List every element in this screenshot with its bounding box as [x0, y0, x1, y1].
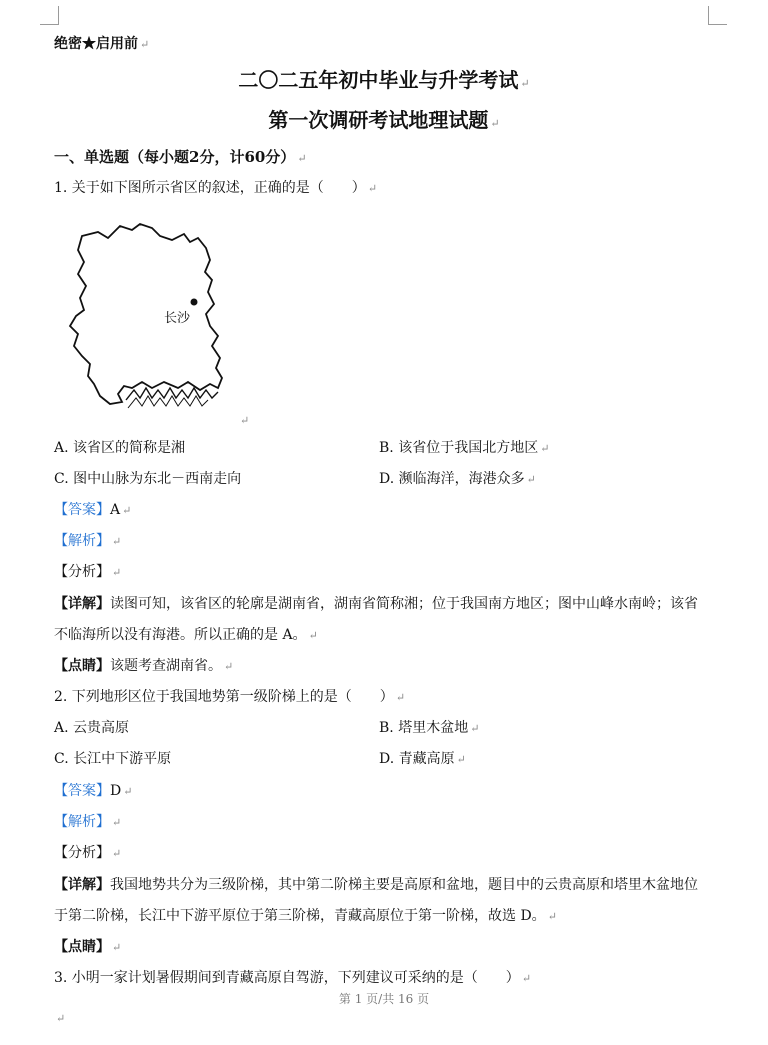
analysis-tag: 【解析】	[54, 814, 110, 830]
paragraph-mark: ↵	[224, 660, 234, 673]
q2-option-d	[379, 749, 466, 770]
title-line-1: 二〇二五年初中毕业与升学考试	[238, 68, 519, 92]
paragraph-mark: ↵	[540, 442, 550, 455]
q1-option-d	[379, 469, 536, 490]
page-footer	[0, 990, 768, 1007]
paragraph-mark: ↵	[112, 941, 122, 954]
province-outline	[70, 224, 222, 404]
title-line-2: 第一次调研考试地理试题	[268, 108, 489, 132]
option-b-text: B. 该省位于我国北方地区	[379, 440, 539, 456]
paragraph-mark: ↵	[112, 816, 122, 829]
question-1-stem	[54, 178, 377, 199]
option-d-text: D. 青藏高原	[379, 751, 455, 767]
detail-tag: 【详解】	[54, 877, 110, 893]
q1-dianjing	[54, 656, 233, 677]
page-subtitle	[0, 106, 768, 138]
answer-tag: 【答案】	[54, 783, 110, 799]
paragraph-mark: ↵	[395, 691, 406, 704]
secret-text: 绝密★启用前	[54, 36, 138, 52]
margin-corner-top-left	[40, 6, 59, 25]
paragraph-mark: ↵	[520, 77, 530, 90]
answer-value: D	[110, 783, 122, 799]
option-d-text: D. 濒临海洋，海港众多	[379, 471, 525, 487]
paragraph-mark: ↵	[521, 972, 532, 985]
page-number: 第 1 页/共 16 页	[338, 992, 430, 1006]
paragraph-mark: ↵	[240, 414, 250, 427]
analysis-tag: 【解析】	[54, 533, 110, 549]
fenxi-tag: 【分析】	[54, 845, 110, 861]
paragraph-mark: ↵	[56, 1012, 66, 1025]
q1-detail-line-1	[54, 594, 698, 614]
q1-answer	[54, 500, 131, 521]
q2-option-a	[54, 718, 129, 738]
q2-analysis	[54, 812, 121, 833]
changsha-label: 长沙	[164, 311, 191, 326]
page-title	[0, 66, 768, 98]
margin-corner-top-right	[708, 6, 727, 25]
answer-tag: 【答案】	[54, 502, 110, 518]
fenxi-tag: 【分析】	[54, 564, 110, 580]
paragraph-mark: ↵	[140, 38, 150, 51]
dianjing-text: 该题考查湖南省。	[110, 658, 222, 674]
paragraph-mark: ↵	[470, 722, 480, 735]
answer-value: A	[110, 502, 121, 518]
question-3-stem	[54, 968, 531, 989]
paragraph-mark: ↵	[112, 535, 122, 548]
dianjing-tag: 【点睛】	[54, 658, 110, 674]
paragraph-mark: ↵	[123, 785, 133, 798]
paragraph-mark: ↵	[547, 910, 557, 923]
mountain-range-symbol	[126, 388, 218, 400]
option-b-text: B. 塔里木盆地	[379, 720, 469, 736]
secret-label	[54, 34, 149, 55]
option-c-text: C. 长江中下游平原	[54, 751, 172, 767]
dianjing-tag: 【点睛】	[54, 939, 110, 955]
paragraph-mark: ↵	[456, 753, 466, 766]
paragraph-mark: ↵	[367, 182, 378, 195]
option-a-text: A. 云贵高原	[54, 720, 130, 736]
paragraph-mark: ↵	[490, 117, 500, 130]
detail-text: 读图可知，该省区的轮廓是湖南省，湖南省简称湘；位于我国南方地区；图中山峰水南岭；该省	[110, 596, 698, 612]
q2-detail-line-2	[54, 906, 557, 927]
paragraph-mark: ↵	[112, 566, 122, 579]
q1-option-c	[54, 469, 241, 489]
option-c-text: C. 图中山脉为东北－西南走向	[54, 471, 242, 487]
detail-text: 我国地势共分为三级阶梯，其中第二阶梯主要是高原和盆地，题目中的云贵高原和塔里木盆地位	[110, 877, 698, 893]
q2-answer	[54, 781, 132, 802]
changsha-dot	[191, 299, 198, 306]
q2-dianjing	[54, 937, 121, 958]
detail-tag: 【详解】	[54, 596, 110, 612]
section-text: 一、单选题（每小题2分，计60分）	[54, 148, 296, 166]
q1-option-a	[54, 438, 185, 458]
q2-option-b	[379, 718, 479, 739]
q1-detail-line-2	[54, 625, 318, 646]
end-paragraph-mark	[54, 1008, 65, 1029]
paragraph-mark: ↵	[297, 152, 307, 165]
q2-fenxi	[54, 843, 121, 864]
q1-option-b	[379, 438, 549, 459]
question-2-text: 2. 下列地形区位于我国地势第一级阶梯上的是（ ）	[54, 689, 394, 705]
map-paragraph-mark	[238, 410, 249, 431]
paragraph-mark: ↵	[112, 847, 122, 860]
q2-detail-line-1	[54, 875, 698, 895]
question-2-stem	[54, 687, 405, 708]
q1-analysis	[54, 531, 121, 552]
paragraph-mark: ↵	[526, 473, 536, 486]
detail-text: 于第二阶梯，长江中下游平原位于第三阶梯，青藏高原位于第一阶梯，故选 D。	[54, 908, 546, 924]
question-3-text: 3. 小明一家计划暑假期间到青藏高原自驾游，下列建议可采纳的是（ ）	[54, 970, 520, 986]
section-heading	[54, 147, 307, 169]
hunan-province-map	[60, 218, 230, 428]
question-1-text: 1. 关于如下图所示省区的叙述，正确的是（ ）	[54, 180, 366, 196]
q2-option-c	[54, 749, 171, 769]
paragraph-mark: ↵	[122, 504, 132, 517]
q1-fenxi	[54, 562, 121, 583]
detail-text: 不临海所以没有海港。所以正确的是 A。	[54, 627, 307, 643]
option-a-text: A. 该省区的简称是湘	[54, 440, 186, 456]
paragraph-mark: ↵	[308, 629, 318, 642]
